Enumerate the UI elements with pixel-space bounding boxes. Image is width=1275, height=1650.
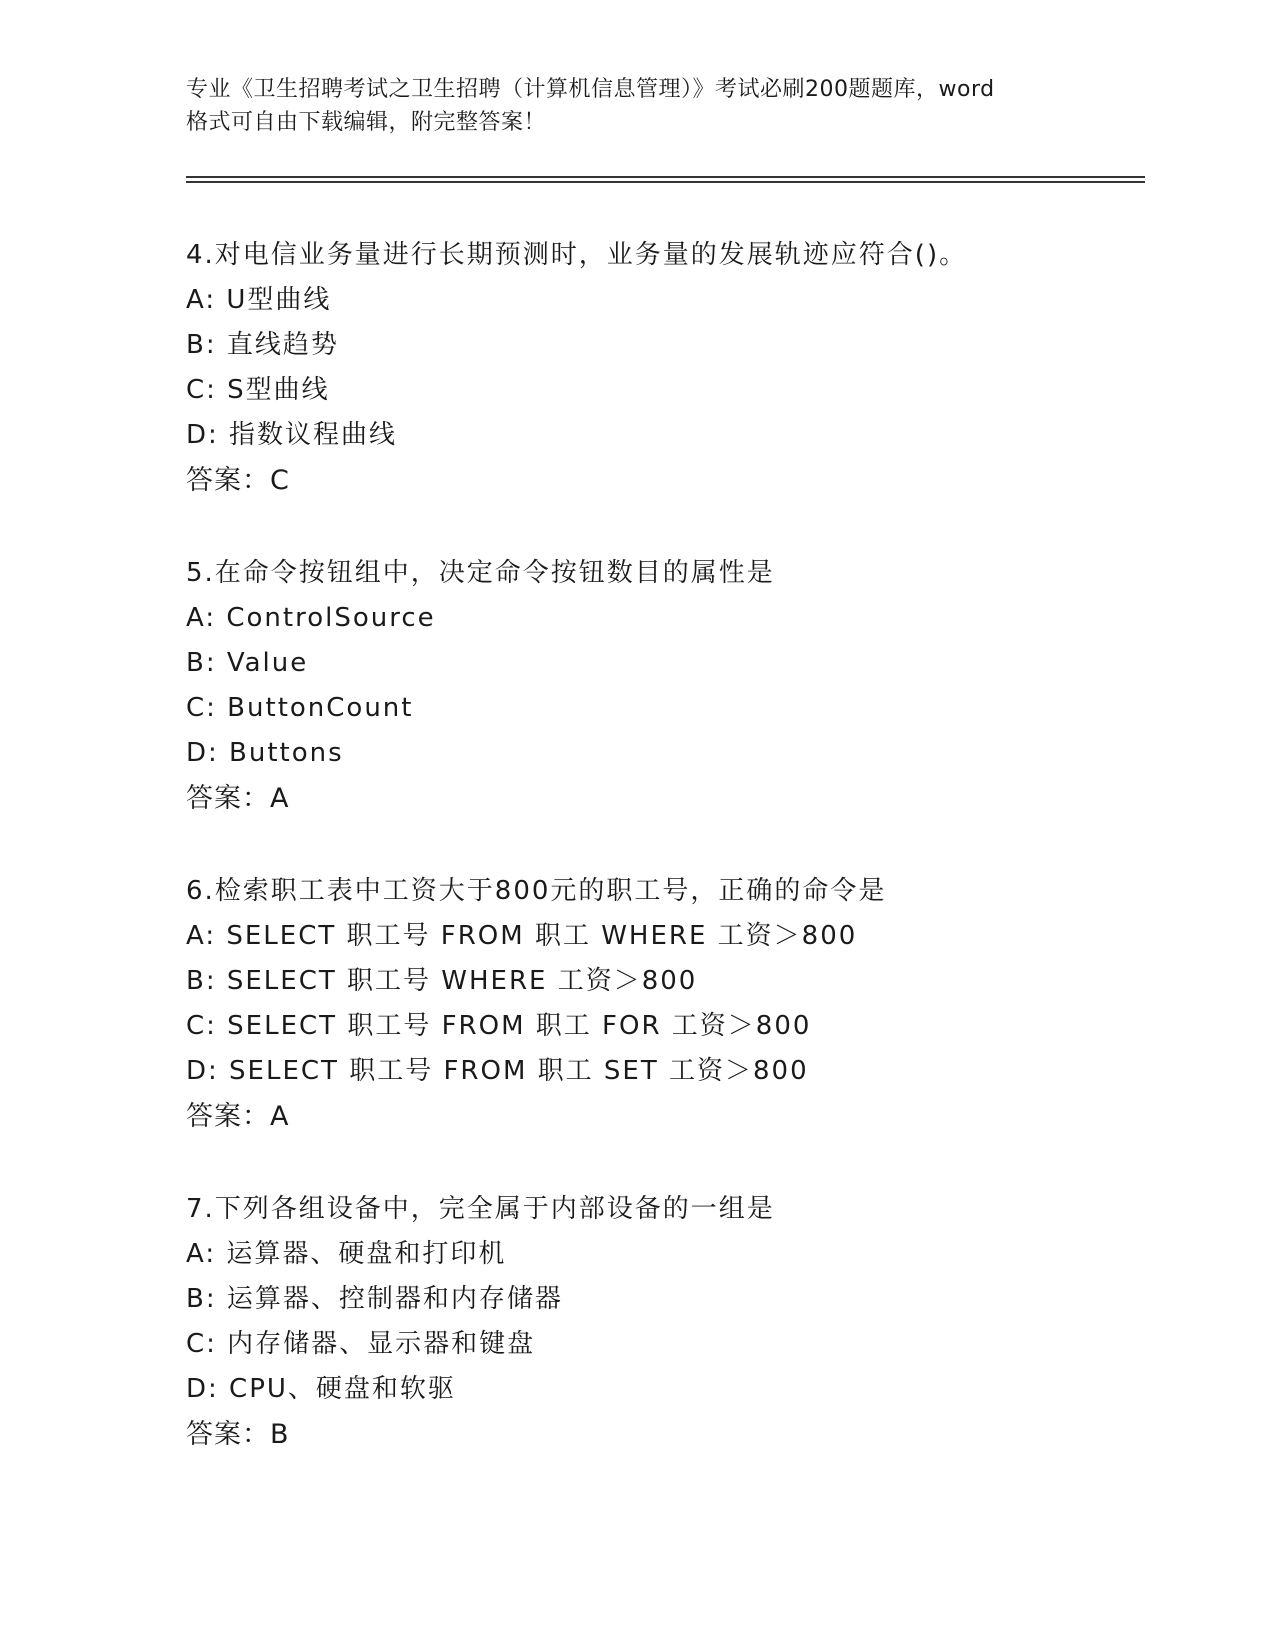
question-6: [186, 869, 1186, 1139]
option-d: D: Buttons: [186, 738, 344, 768]
option-c: C: S型曲线: [186, 375, 330, 405]
question-stem: 7.下列各组设备中，完全属于内部设备的一组是: [186, 1194, 775, 1224]
option-b: B: 直线趋势: [186, 330, 339, 360]
option-a: A: 运算器、硬盘和打印机: [186, 1239, 507, 1269]
header-divider-top: [186, 176, 1145, 178]
option-b: B: SELECT 职工号 WHERE 工资＞800: [186, 966, 698, 996]
answer: 答案：B: [186, 1419, 290, 1450]
header-line-2: 格式可自由下载编辑，附完整答案！: [186, 110, 547, 135]
option-d: D: CPU、硬盘和软驱: [186, 1374, 456, 1404]
option-b: B: Value: [186, 648, 309, 678]
question-stem: 6.检索职工表中工资大于800元的职工号，正确的命令是: [186, 876, 887, 906]
option-a: A: U型曲线: [186, 285, 332, 315]
option-a: A: SELECT 职工号 FROM 职工 WHERE 工资＞800: [186, 921, 858, 951]
answer: 答案：C: [186, 465, 290, 496]
header-line-1: 专业《卫生招聘考试之卫生招聘（计算机信息管理）》考试必刷200题题库，word: [186, 77, 995, 102]
answer: 答案：A: [186, 783, 290, 814]
option-d: D: SELECT 职工号 FROM 职工 SET 工资＞800: [186, 1056, 809, 1086]
question-stem: 5.在命令按钮组中，决定命令按钮数目的属性是: [186, 558, 775, 588]
option-a: A: ControlSource: [186, 603, 436, 633]
option-b: B: 运算器、控制器和内存储器: [186, 1284, 563, 1314]
option-c: C: 内存储器、显示器和键盘: [186, 1329, 536, 1359]
question-stem: 4.对电信业务量进行长期预测时，业务量的发展轨迹应符合()。: [186, 240, 968, 270]
document-header: [186, 73, 1086, 139]
question-5: [186, 551, 1186, 821]
option-c: C: SELECT 职工号 FROM 职工 FOR 工资＞800: [186, 1011, 812, 1041]
question-7: [186, 1187, 1186, 1457]
header-divider-bottom: [186, 181, 1145, 183]
question-4: [186, 233, 1186, 503]
answer: 答案：A: [186, 1101, 290, 1132]
option-c: C: ButtonCount: [186, 693, 414, 723]
option-d: D: 指数议程曲线: [186, 420, 398, 450]
